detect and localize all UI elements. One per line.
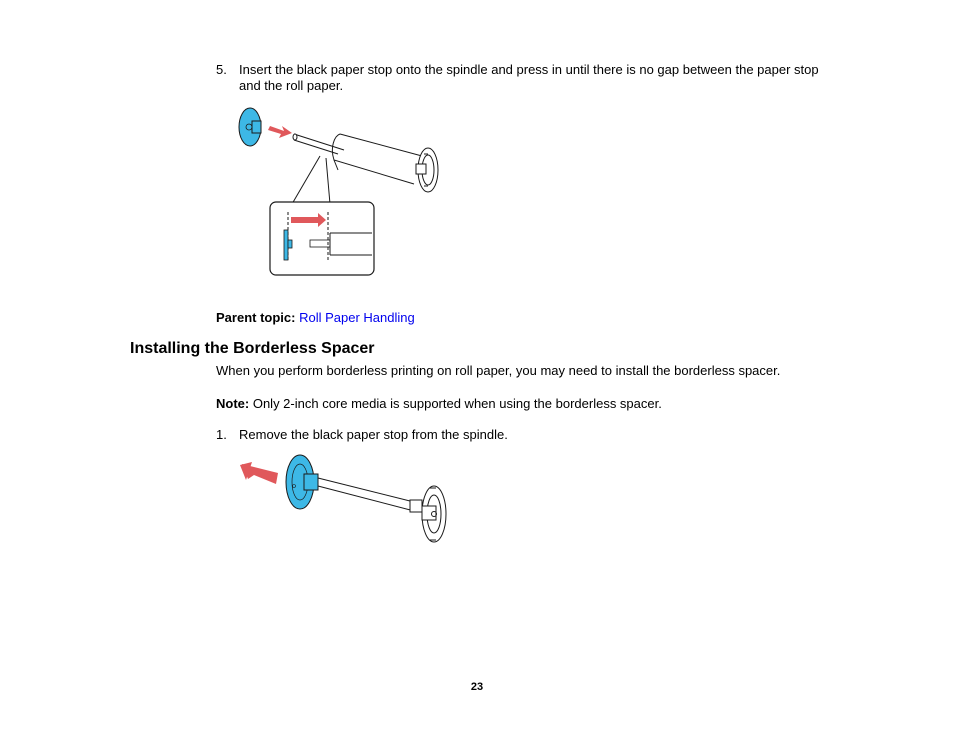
note-text: Only 2-inch core media is supported when using the borderless spacer. (252, 396, 662, 411)
section-heading: Installing the Borderless Spacer (130, 340, 375, 357)
step-5 (216, 62, 836, 94)
page-number: 23 (470, 681, 484, 693)
insert-arrow-icon (268, 126, 292, 138)
spindle-icon (318, 478, 446, 542)
note (216, 396, 662, 412)
note-label: Note: (216, 396, 250, 411)
paper-stop-icon (286, 455, 318, 509)
callout-detail (270, 202, 374, 275)
illustration-remove-paper-stop (238, 450, 458, 550)
illustration-insert-paper-stop (234, 100, 474, 280)
section-intro: When you perform borderless printing on roll paper, you may need to install the borderless spacer. (216, 363, 781, 378)
parent-topic-label: Parent topic: (216, 310, 296, 325)
remove-arrow-icon (240, 462, 278, 484)
spindle-icon (293, 134, 438, 192)
step-1 (216, 427, 836, 443)
step-5-text: Insert the black paper stop onto the spindle and press in until there is no gap between the paper stop and the roll paper. (239, 62, 819, 93)
step-1-text: Remove the black paper stop from the spindle. (239, 427, 508, 442)
parent-topic (216, 310, 415, 326)
step-5-number: 5. (216, 62, 227, 77)
paper-stop-icon (239, 108, 261, 146)
step-1-number: 1. (216, 427, 227, 442)
parent-topic-link[interactable]: Roll Paper Handling (299, 310, 415, 325)
